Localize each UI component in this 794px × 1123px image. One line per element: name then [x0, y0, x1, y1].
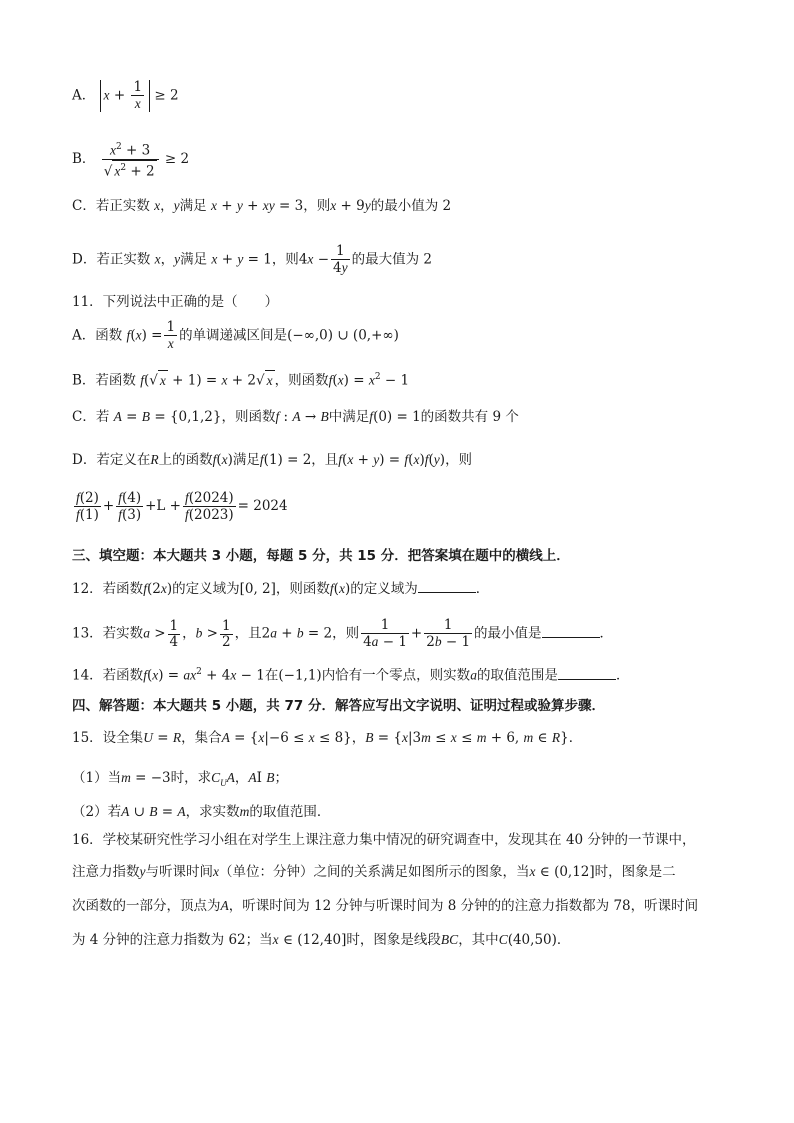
option-label: D．: [72, 452, 97, 468]
text: 满足: [179, 198, 207, 214]
option-label: A．: [72, 87, 96, 104]
text: ，则函数: [275, 581, 330, 597]
question-12: 12．若函数f(2x)的定义域为[0, 2]，则函数f(x)的定义域为 ．: [72, 578, 489, 599]
section-4-heading: 四、解答题：本大题共 5 小题，共 77 分．解答应写出文字说明、证明过程或验算步骤．: [72, 698, 605, 714]
text: 的定义域为: [350, 581, 418, 597]
text: 若定义在: [96, 452, 151, 468]
text: 15．设全集: [72, 730, 144, 746]
text: ．: [568, 730, 583, 746]
question-14: 14．若函数$f(x) = ax^2 + 4x - 1$在(−1,1)内恰有一个零点，则实数a的取值范围是 ．: [72, 662, 629, 686]
text: 14．若函数: [72, 667, 144, 684]
fraction-expression: $\frac{x^2 + 3}{√ x^2 + 2}$: [102, 140, 159, 179]
question-13: 13．若实数a > $\frac{1}{4}$ ，b > $\frac{1}{2}$ ，且2a + b = 2，则 $\frac{1}{4a - 1}$ + $\frac{1}{2b - 1}$ 的最小值是 ．: [72, 617, 614, 650]
inequality: ≥ 2: [154, 87, 179, 104]
text: （单位：分钟）之间的关系满足如图所示的图象，当: [219, 864, 530, 880]
text: ；: [274, 770, 289, 786]
text: 满足: [232, 452, 260, 468]
answer-blank[interactable]: [558, 665, 616, 680]
text: 若正实数: [96, 251, 151, 268]
question-16-line-1: 16．学校某研究性学习小组在对学生上课注意力集中情况的研究调查中，发现其在 40 分钟的一节课中，: [72, 832, 696, 848]
question-15-part-1: （1）当m = −3时，求$C_UA$，AI B；: [72, 770, 289, 788]
text: 与听课时间: [145, 864, 213, 880]
text: 的最大值为 2: [351, 251, 432, 268]
q11-option-a: A．函数 f(x) = $\frac{1}{x}$ 的单调递减区间是(−∞,0) ∪ (0,+∞): [72, 319, 399, 351]
text: 若函数: [95, 372, 136, 389]
abs-expression: x + $\frac{1}{x}$: [100, 80, 151, 112]
text: 的单调递减区间是: [179, 327, 288, 344]
text: ，则: [303, 198, 331, 214]
answer-blank[interactable]: [542, 623, 600, 638]
text: 函数: [95, 327, 123, 344]
text: ．: [475, 581, 490, 597]
text: 的最小值为 2: [370, 198, 452, 214]
text: 13．若实数: [72, 625, 144, 642]
text: ，其中: [458, 932, 499, 948]
text: 时，图象是线段: [346, 932, 441, 948]
question-15-part-2: （2）若A ∪ B = A，求实数m的取值范围．: [72, 804, 331, 820]
q10-option-d: D．若正实数 x，y满足 x + y = 1，则4x − $\frac{1}{4y}$ 的最大值为 2: [72, 243, 432, 276]
q11-option-c: C．若 A = B = {0,1,2}，则函数f : A → B中满足f(0) = 1的函数共有 9 个: [72, 409, 519, 425]
option-label: A．: [72, 327, 96, 344]
text: （2）若: [72, 804, 122, 820]
q11-option-d: D．若定义在R上的函数f(x)满足f(1) = 2，且f(x + y) = f(x)f(y)，则: [72, 452, 473, 468]
text: = 2024: [237, 498, 288, 514]
text: 若: [95, 409, 110, 425]
text: 上的函数: [158, 452, 213, 468]
text: 的取值范围．: [249, 804, 331, 820]
text: 满足: [180, 251, 208, 268]
text: 若正实数: [95, 198, 150, 214]
text: ，求实数: [185, 804, 240, 820]
text: ，且: [234, 625, 262, 642]
text: ，则: [332, 625, 360, 642]
text: ，听课时间为 12 分钟与听课时间为 8 分钟的的注意力指数都为 78，听课时间: [228, 898, 699, 914]
text: ，则: [445, 452, 473, 468]
text: ．: [599, 625, 614, 642]
text: 12．若函数: [72, 581, 144, 597]
text: 注意力指数: [72, 864, 140, 880]
question-16-line-2: 注意力指数y与听课时间x（单位：分钟）之间的关系满足如图所示的图象，当x ∈ (0,12]时，图象是二: [72, 864, 676, 880]
text: ，则: [271, 251, 299, 268]
text: 的取值范围是: [476, 667, 558, 684]
text: 的最小值是: [474, 625, 542, 642]
text: 为 4 分钟的注意力指数为 62；当: [72, 932, 273, 948]
option-label: C．: [72, 409, 96, 425]
option-label: B．: [72, 372, 96, 389]
section-3-heading: 三、填空题：本大题共 3 小题，每题 5 分，共 15 分．把答案填在题中的横线上．: [72, 548, 570, 564]
q11-stem: 11．下列说法中正确的是（ ）: [72, 294, 279, 310]
text: 的函数共有 9 个: [420, 409, 519, 425]
text: 中满足: [328, 409, 370, 425]
text: ，集合: [181, 730, 222, 746]
q11-option-d-formula: $\frac{f(2)}{f(1)}$ + $\frac{f(4)}{f(3)}$ +L + $\frac{f(2024)}{f(2023)}$ = 2024: [76, 490, 288, 523]
q10-option-b: [72, 140, 189, 179]
text: ，且: [311, 452, 339, 468]
question-15: 15．设全集U = R，集合A = {x|−6 ≤ x ≤ 8}，B = {x|3m ≤ x ≤ m + 6, m ∈ R}．: [72, 730, 583, 746]
option-label: D．: [72, 251, 97, 268]
text: 时，求: [170, 770, 212, 786]
q11-option-b: B．若函数 f(√ x + 1) = x + 2√ x ，则函数$f(x) = x^2 - 1$: [72, 367, 409, 391]
text: （1）当: [72, 770, 122, 786]
option-label: B．: [72, 151, 96, 167]
inequality: ≥ 2: [164, 151, 190, 167]
question-16-line-3: 次函数的一部分，顶点为A，听课时间为 12 分钟与听课时间为 8 分钟的的注意力指数都为 78，听课时间: [72, 898, 699, 914]
option-label: C．: [72, 198, 96, 214]
text: ，则函数: [274, 372, 329, 389]
text: 时，图象是二: [594, 864, 676, 880]
text: ．: [615, 667, 630, 684]
text: 内恰有一个零点，则实数: [321, 667, 471, 684]
text: 次函数的一部分，顶点为: [72, 898, 221, 914]
text: ．: [556, 932, 571, 948]
q10-option-a: [72, 80, 179, 112]
text: 在: [264, 667, 279, 684]
question-16-line-4: 为 4 分钟的注意力指数为 62；当x ∈ (12,40]时，图象是线段BC，其中C(40,50)．: [72, 932, 571, 948]
text: 的定义域为: [172, 581, 240, 597]
text: ，则函数: [221, 409, 276, 425]
q10-option-c: C．若正实数 x，y满足 x + y + xy = 3，则x + 9y的最小值为 2: [72, 198, 452, 214]
answer-blank[interactable]: [418, 578, 476, 593]
